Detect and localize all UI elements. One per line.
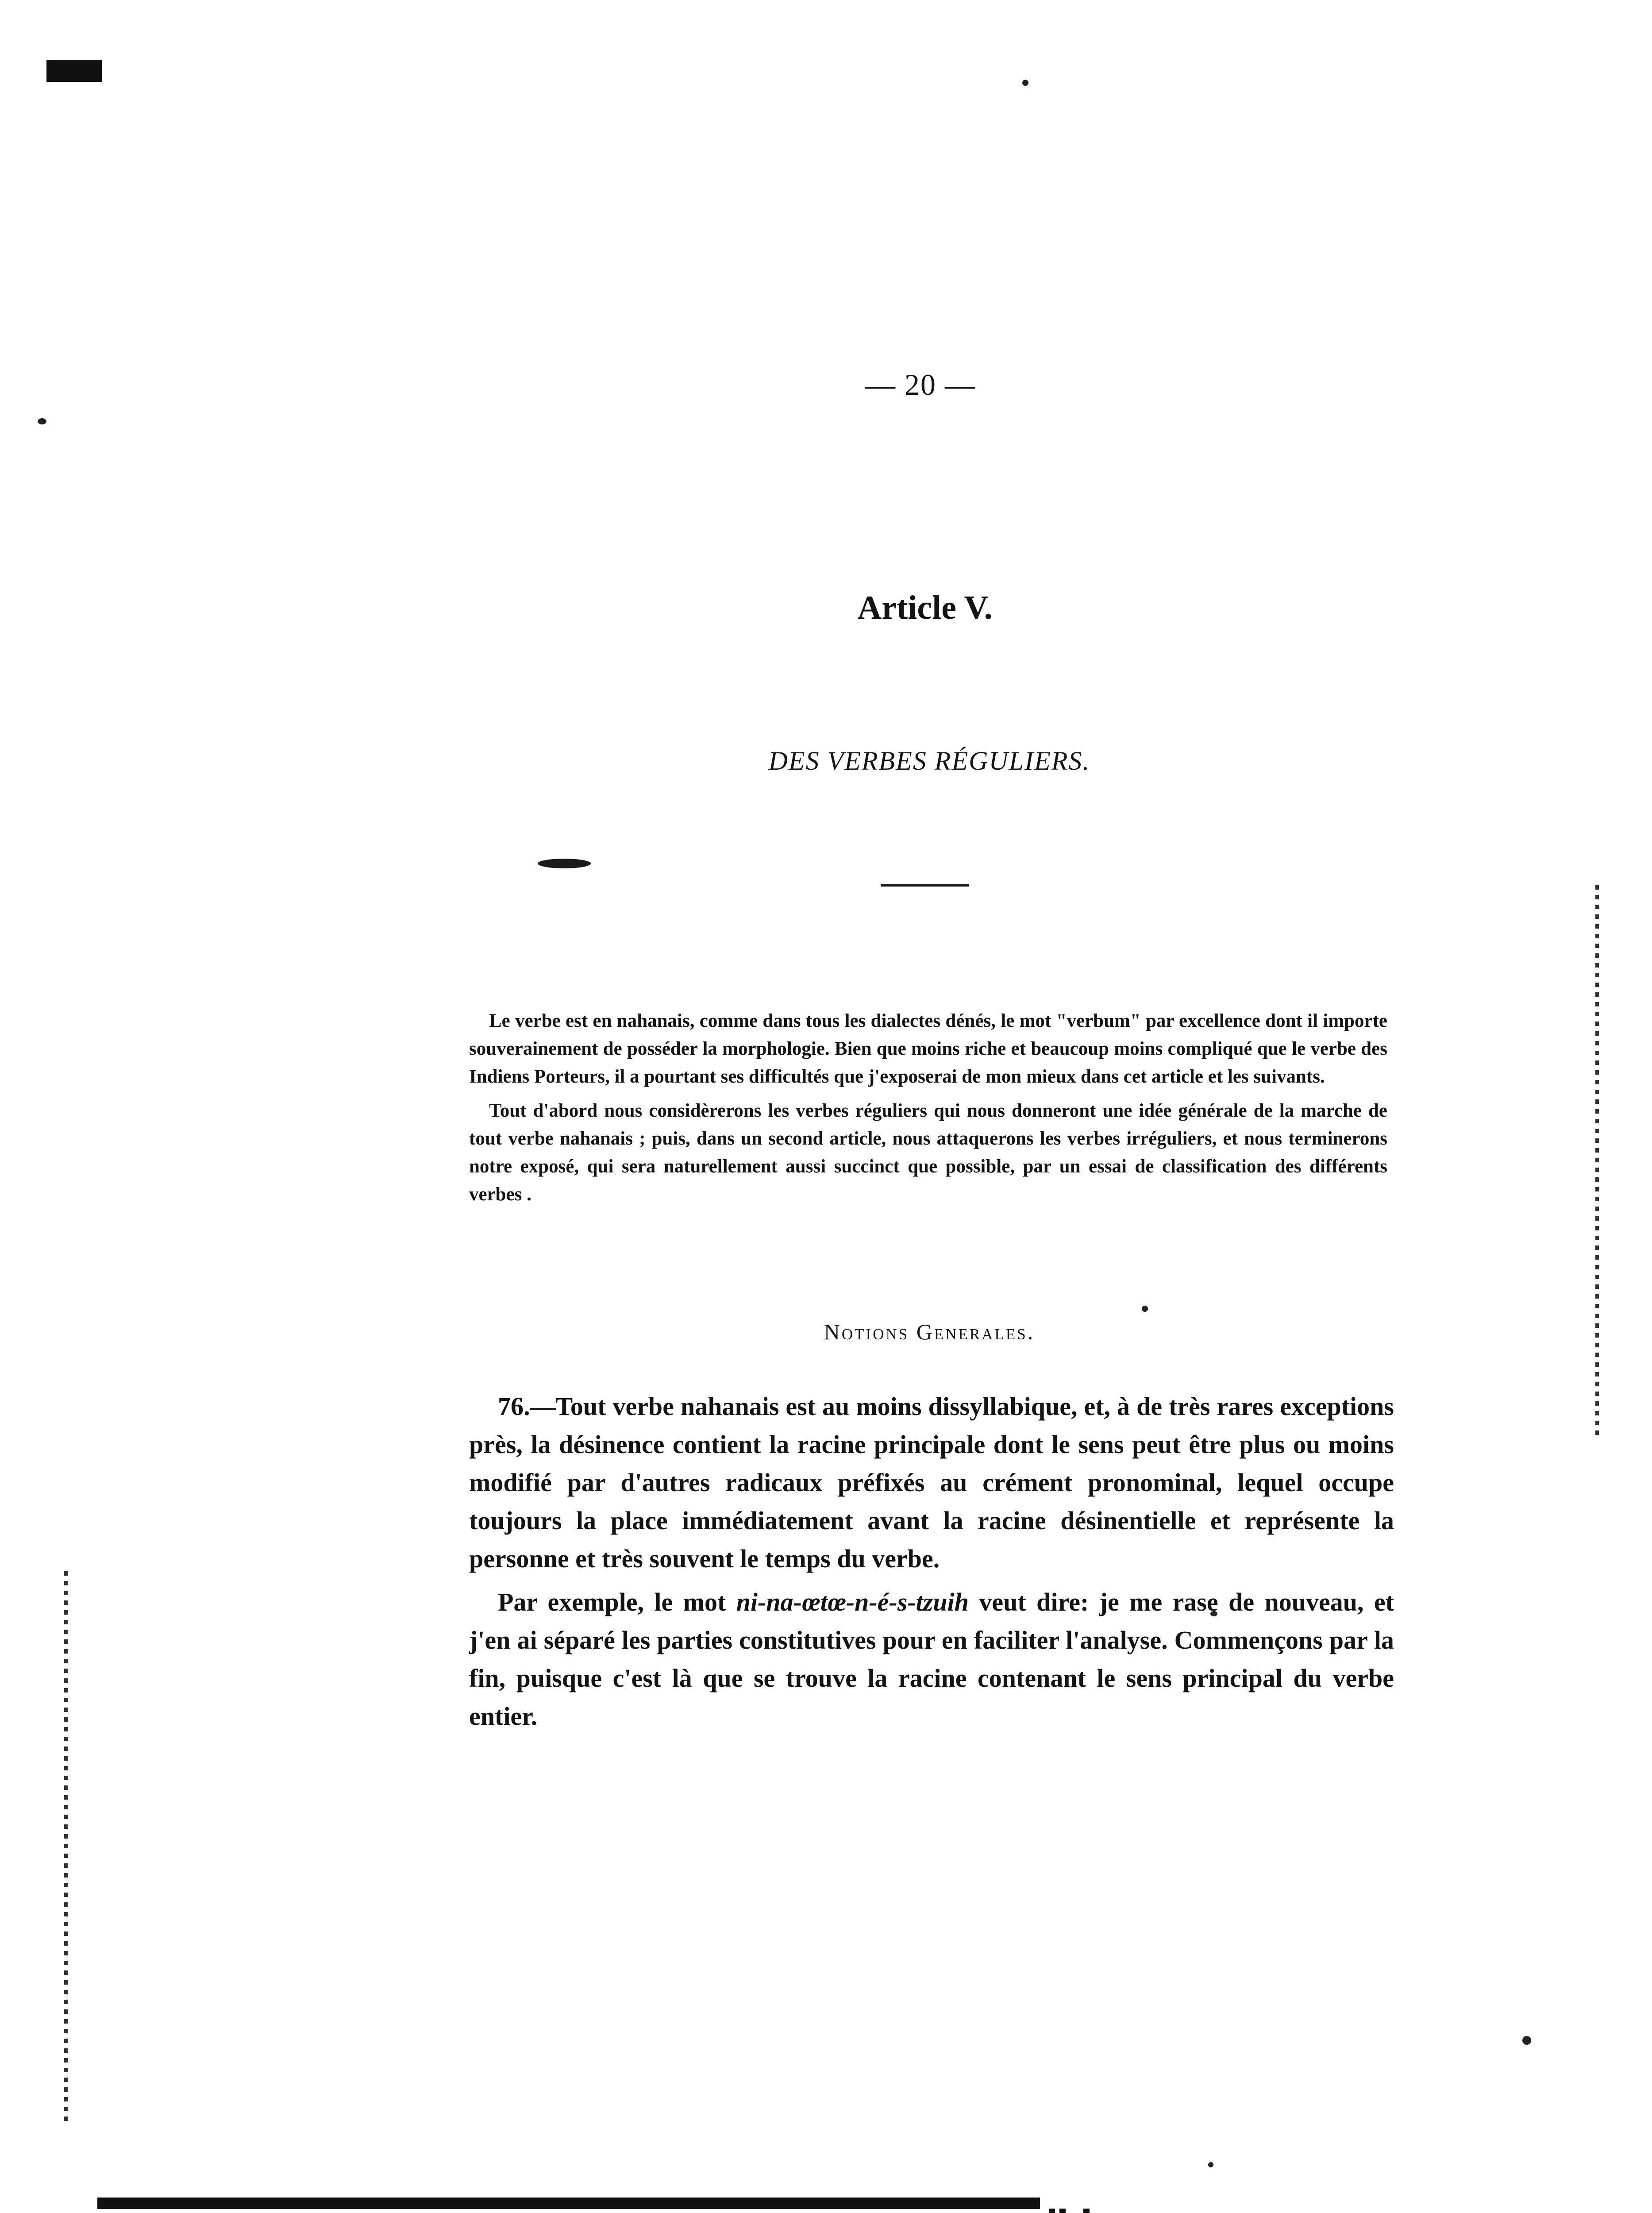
- example-text-start: Par exemple, le mot: [498, 1588, 736, 1616]
- scan-tick: [1059, 2209, 1066, 2213]
- ink-smudge: [538, 859, 591, 868]
- page-number: — 20 —: [865, 368, 976, 401]
- intro-paragraph-1: Le verbe est en nahanais, comme dans tous les dialectes dénés, le mot "verbum" par excellence dont il importe souverainement de posséder la morphologie. Bien que moins riche et beaucoup moins compliqué que le verbe des Indiens Porteurs, il a pourtant ses difficultés que j'exposerai de mon mieux dans cet article et les suivants.: [469, 1010, 1387, 1087]
- ink-speck: [1022, 80, 1028, 86]
- left-edge-artifact: [64, 1571, 68, 2124]
- scan-tick: [1049, 2209, 1055, 2213]
- paragraph-76: 76.—Tout verbe nahanais est au moins dissyllabique, et, à de très rares exceptions près, la désinence contient la racine principale dont le sens peut être plus ou moins modifié par d'autres radicaux préfixés au crément pronominal, lequel occupe toujours la place immédiatement avant la racine désinentielle et représente la personne et très souvent le temps du verbe.: [469, 1392, 1394, 1573]
- ink-speck: [1208, 2162, 1213, 2167]
- intro-text: [469, 1007, 1387, 1214]
- example-word: ni-na-œtœ-n-é-s-tzuih: [736, 1588, 969, 1616]
- scan-bottom-ticks: [1049, 2209, 1102, 2213]
- intro-paragraph-2: Tout d'abord nous considèrerons les verbes réguliers qui nous donneront une idée générale de la marche de tout verbe nahanais ; puis, dans un second article, nous attaquerons les verbes irréguliers, et nous terminerons notre exposé, qui sera naturellement aussi succinct que possible, par un essai de classification des différents verbes .: [469, 1100, 1387, 1205]
- title-divider: [881, 884, 969, 887]
- scan-bottom-bar: [97, 2198, 1040, 2209]
- example-text-end: veut dire: je me rase de nouveau, et j'en ai séparé les parties constitutives pour en faciliter l'analyse. Commençons par la fin, puisque c'est là que se trouve la racine contenant le sens principal du verbe entier.: [469, 1588, 1394, 1731]
- section-title: DES VERBES RÉGULIERS.: [768, 746, 1090, 775]
- example-paragraph: [469, 1583, 1394, 1735]
- right-edge-artifact: [1595, 885, 1599, 1438]
- notions-heading: Notions Generales.: [824, 1319, 1035, 1344]
- scan-tick: [1083, 2209, 1090, 2213]
- ink-speck: [38, 418, 46, 424]
- ink-speck: [1522, 2036, 1531, 2045]
- ink-speck: [1142, 1306, 1148, 1312]
- body-text: [469, 1388, 1394, 1741]
- scan-corner-mark: [46, 60, 102, 82]
- article-title: Article V.: [857, 589, 993, 626]
